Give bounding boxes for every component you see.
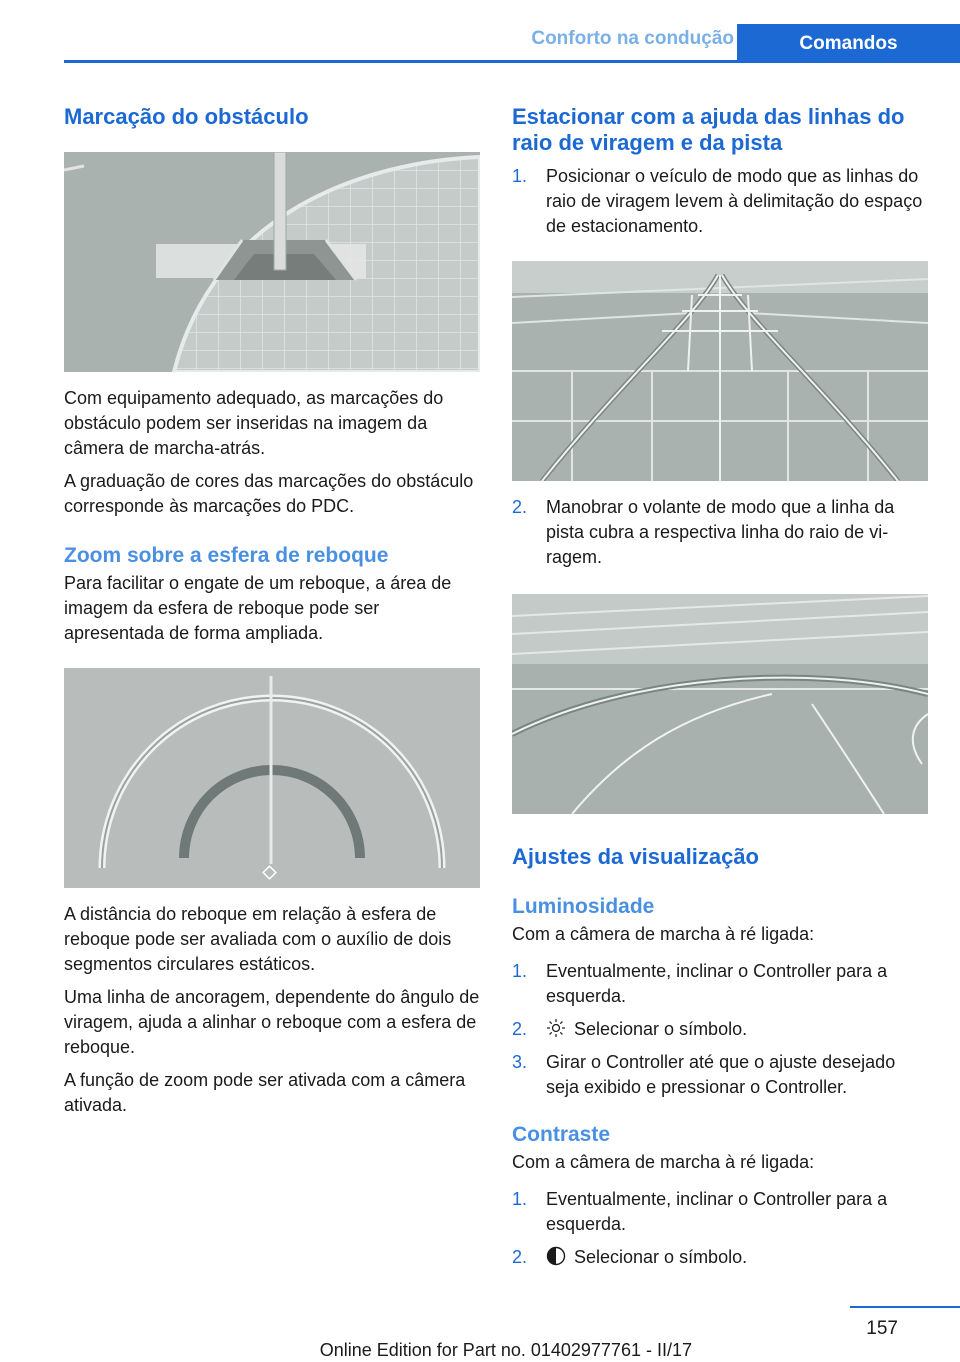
paragraph: A distância do reboque em relação à esfera de reboque pode ser avaliada com o auxílio de dois segmentos circulares estáticos.	[64, 904, 452, 974]
step-list	[512, 959, 928, 1100]
page-number: 157	[866, 1318, 898, 1339]
section-title-tow-zoom: Zoom sobre a esfera de reboque	[64, 544, 389, 567]
list-item	[512, 1017, 928, 1042]
step-text: Posicionar o veículo de modo que as linhas do raio de viragem levem à delimitação do espaço de estacionamento.	[546, 166, 923, 236]
step-text-container	[546, 1017, 928, 1042]
list-item	[512, 164, 928, 239]
paragraph: A função de zoom pode ser ativada com a câmera ativada.	[64, 1070, 466, 1115]
step-text: Manobrar o volante de modo que a linha da pista cubra a respectiva linha do raio de viragem.	[546, 497, 895, 567]
subsection-title-contrast: Contraste	[512, 1123, 611, 1146]
step-text: Girar o Controller até que o ajuste desejado seja exibido e pressionar o Controller.	[546, 1052, 896, 1097]
paragraph: Com equipamento adequado, as marcações do obstáculo podem ser inseridas na imagem da câmera de marcha-atrás.	[64, 388, 444, 458]
step-number: 3.	[512, 1052, 528, 1072]
step-text: Selecionar o símbolo.	[574, 1247, 748, 1267]
footer-rule	[850, 1306, 960, 1308]
left-column	[64, 98, 480, 1118]
list-item	[512, 1187, 928, 1237]
paragraph: Com a câmera de marcha à ré ligada:	[512, 924, 815, 944]
step-number: 2.	[512, 1019, 528, 1039]
right-column	[512, 98, 928, 1270]
section-title-obstacle: Marcação do obstáculo	[64, 104, 309, 129]
step-text: Eventualmente, inclinar o Controller para a esquerda.	[546, 961, 888, 1006]
step-list	[512, 1187, 928, 1270]
paragraph: Para facilitar o engate de um reboque, a área de imagem da esfera de reboque pode ser apresentada de forma ampliada.	[64, 573, 452, 643]
step-number: 2.	[512, 1247, 528, 1267]
paragraph: A graduação de cores das marcações do obstáculo corresponde às marcações do PDC.	[64, 471, 474, 516]
obstacle-marking-figure	[64, 152, 480, 372]
list-item	[512, 959, 928, 1009]
chapter-tab: Comandos	[737, 24, 960, 63]
contrast-icon	[546, 1246, 566, 1266]
step-number: 2.	[512, 497, 528, 517]
header-rule	[64, 60, 960, 63]
track-line-figure	[512, 594, 928, 814]
list-item	[512, 1245, 928, 1270]
step-text: Eventualmente, inclinar o Controller para a esquerda.	[546, 1189, 888, 1234]
section-title-display-settings: Ajustes da visualização	[512, 844, 759, 869]
step-list	[512, 164, 928, 239]
list-item	[512, 495, 928, 570]
tow-ball-zoom-figure	[64, 668, 480, 888]
subsection-title-brightness: Luminosidade	[512, 895, 655, 918]
list-item	[512, 1050, 928, 1100]
edition-footer: Online Edition for Part no. 01402977761 - II/17	[319, 1340, 692, 1360]
section-title-parking-lines: Estacionar com a ajuda das linhas do raio de viragem e da pista	[512, 104, 905, 155]
paragraph: Com a câmera de marcha à ré ligada:	[512, 1152, 815, 1172]
step-number: 1.	[512, 961, 528, 981]
step-list	[512, 495, 928, 570]
breadcrumb: Conforto na condução	[531, 28, 734, 49]
sun-icon	[546, 1018, 566, 1038]
step-text-container	[546, 1245, 928, 1270]
step-text: Selecionar o símbolo.	[574, 1019, 748, 1039]
turning-radius-lines-figure	[512, 261, 928, 481]
step-number: 1.	[512, 166, 528, 186]
paragraph: Uma linha de ancoragem, dependente do ângulo de viragem, ajuda a alinhar o reboque com a esfera de reboque.	[64, 987, 480, 1057]
step-number: 1.	[512, 1189, 528, 1209]
